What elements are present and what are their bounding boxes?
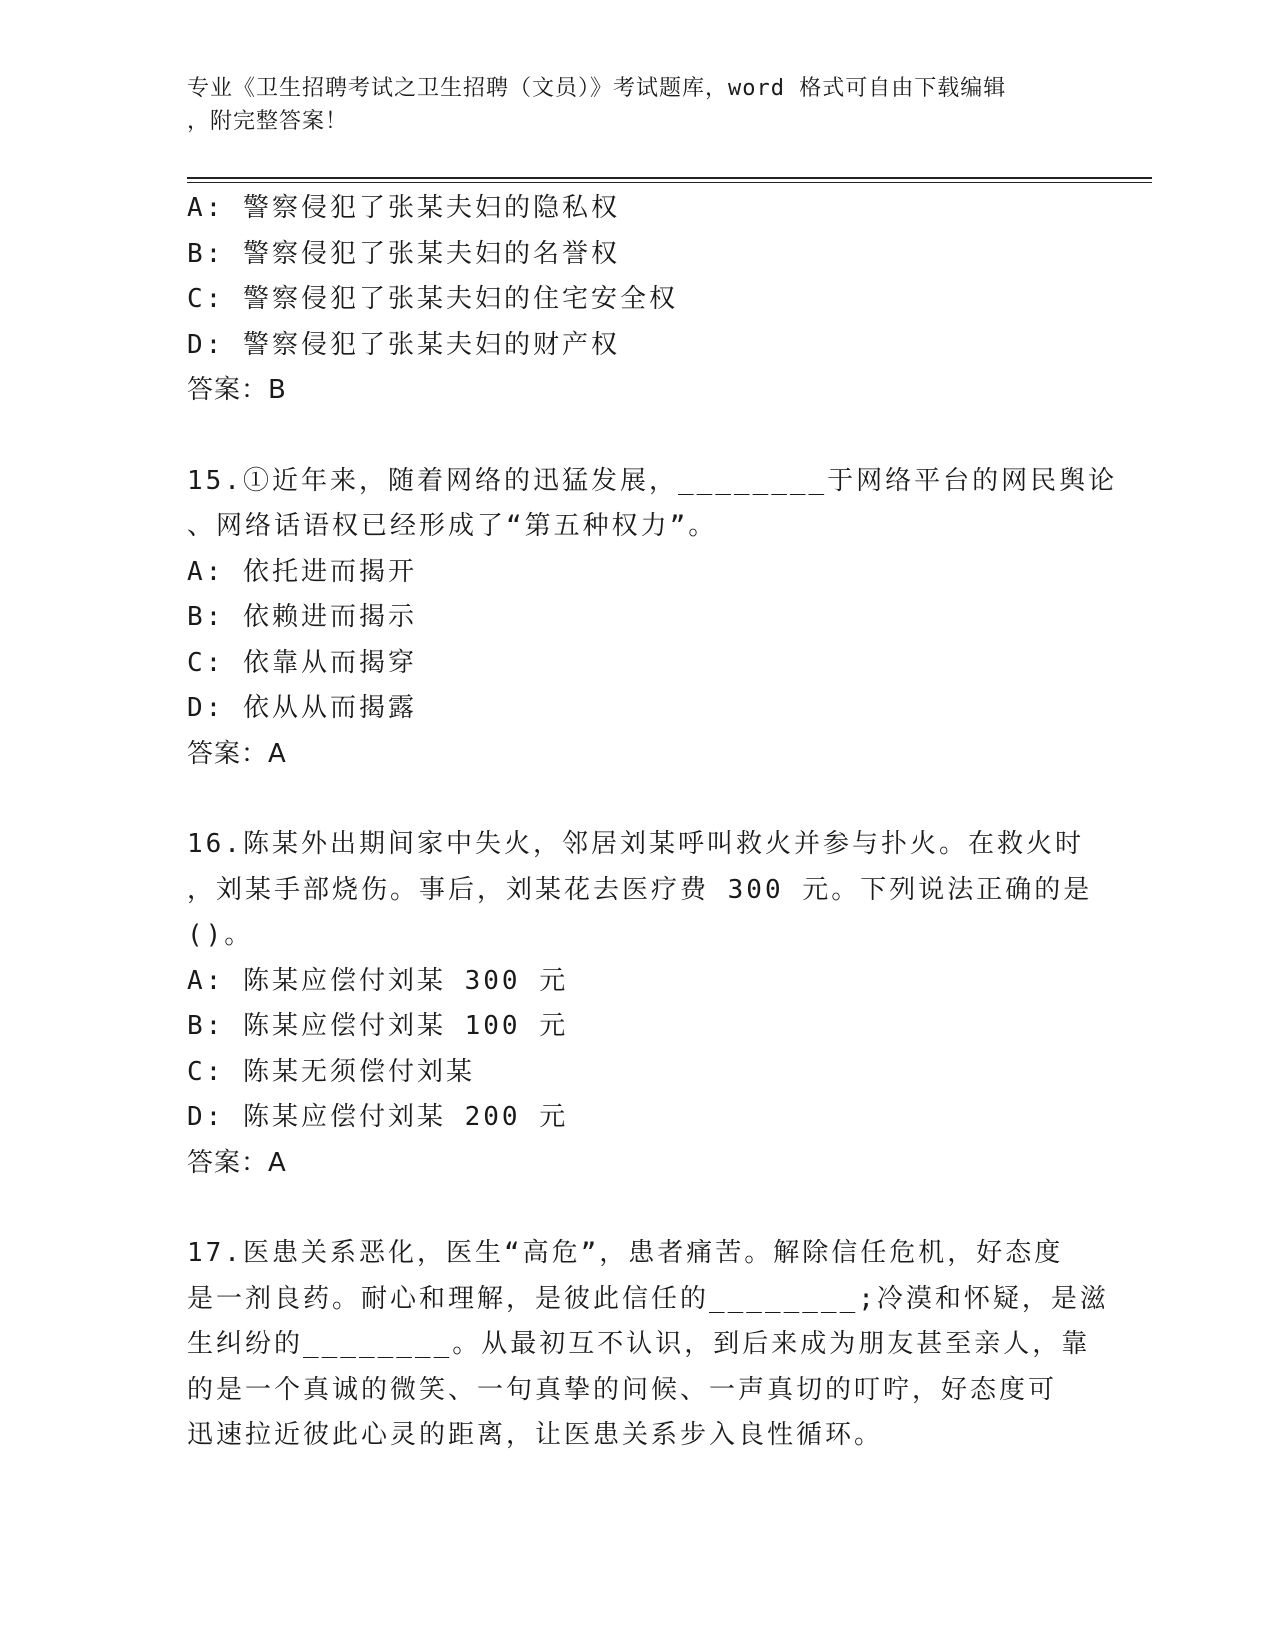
header-divider-thick — [187, 177, 1152, 179]
option-a: A: 陈某应偿付刘某 300 元 — [187, 965, 569, 996]
question-stem-line: 16.陈某外出期间家中失火，邻居刘某呼叫救火并参与扑火。在救火时 — [187, 829, 1084, 859]
question-stem-line: 15.①近年来，随着网络的迅猛发展，________于网络平台的网民舆论 — [187, 465, 1118, 496]
option-c: C: 陈某无须偿付刘某 — [187, 1056, 475, 1087]
option-d: D: 陈某应偿付刘某 200 元 — [187, 1102, 569, 1132]
option-c: C: 依靠从而揭穿 — [187, 647, 417, 678]
question-stem-line: 生纠纷的________。从最初互不认识，到后来成为朋友甚至亲人，靠 — [187, 1329, 1091, 1359]
option-b: B: 依赖进而揭示 — [187, 602, 417, 632]
question-list — [187, 186, 1118, 1459]
question-stem-line: 是一剂良药。耐心和理解，是彼此信任的________;冷漠和怀疑，是滋 — [187, 1283, 1109, 1314]
option-c: C: 警察侵犯了张某夫妇的住宅安全权 — [187, 284, 678, 314]
header-line-2: ，附完整答案！ — [187, 109, 349, 134]
question-stem-line: ，刘某手部烧伤。事后，刘某花去医疗费 300 元。下列说法正确的是 — [187, 874, 1093, 905]
option-a: A: 依托进而揭开 — [187, 556, 417, 587]
header-line-1: 专业《卫生招聘考试之卫生招聘（文员）》考试题库，word 格式可自由下载编辑 — [187, 76, 1007, 101]
option-b: B: 陈某应偿付刘某 100 元 — [187, 1011, 569, 1041]
option-d: D: 警察侵犯了张某夫妇的财产权 — [187, 329, 620, 360]
option-d: D: 依从从而揭露 — [187, 693, 417, 723]
header-divider-thin — [187, 182, 1152, 183]
question-16 — [187, 822, 1093, 1186]
question-17 — [187, 1231, 1109, 1459]
answer: 答案：A — [187, 738, 287, 769]
answer: 答案：B — [187, 375, 287, 405]
document-header — [187, 72, 1067, 138]
question-14 — [187, 186, 1087, 414]
option-b: B: 警察侵犯了张某夫妇的名誉权 — [187, 238, 620, 269]
question-stem-line: 的是一个真诚的微笑、一句真挚的问候、一声真切的叮咛，好态度可 — [187, 1374, 1058, 1405]
answer: 答案：A — [187, 1147, 287, 1178]
question-15 — [187, 459, 1118, 778]
option-a: A: 警察侵犯了张某夫妇的隐私权 — [187, 193, 620, 223]
question-stem-line: 17.医患关系恶化，医生“高危”，患者痛苦。解除信任危机，好态度 — [187, 1238, 1064, 1268]
question-stem-line: ()。 — [187, 920, 254, 950]
question-stem-line: 迅速拉近彼此心灵的距离，让医患关系步入良性循环。 — [187, 1420, 884, 1450]
question-stem-line: 、网络话语权已经形成了“第五种权力”。 — [187, 511, 718, 541]
